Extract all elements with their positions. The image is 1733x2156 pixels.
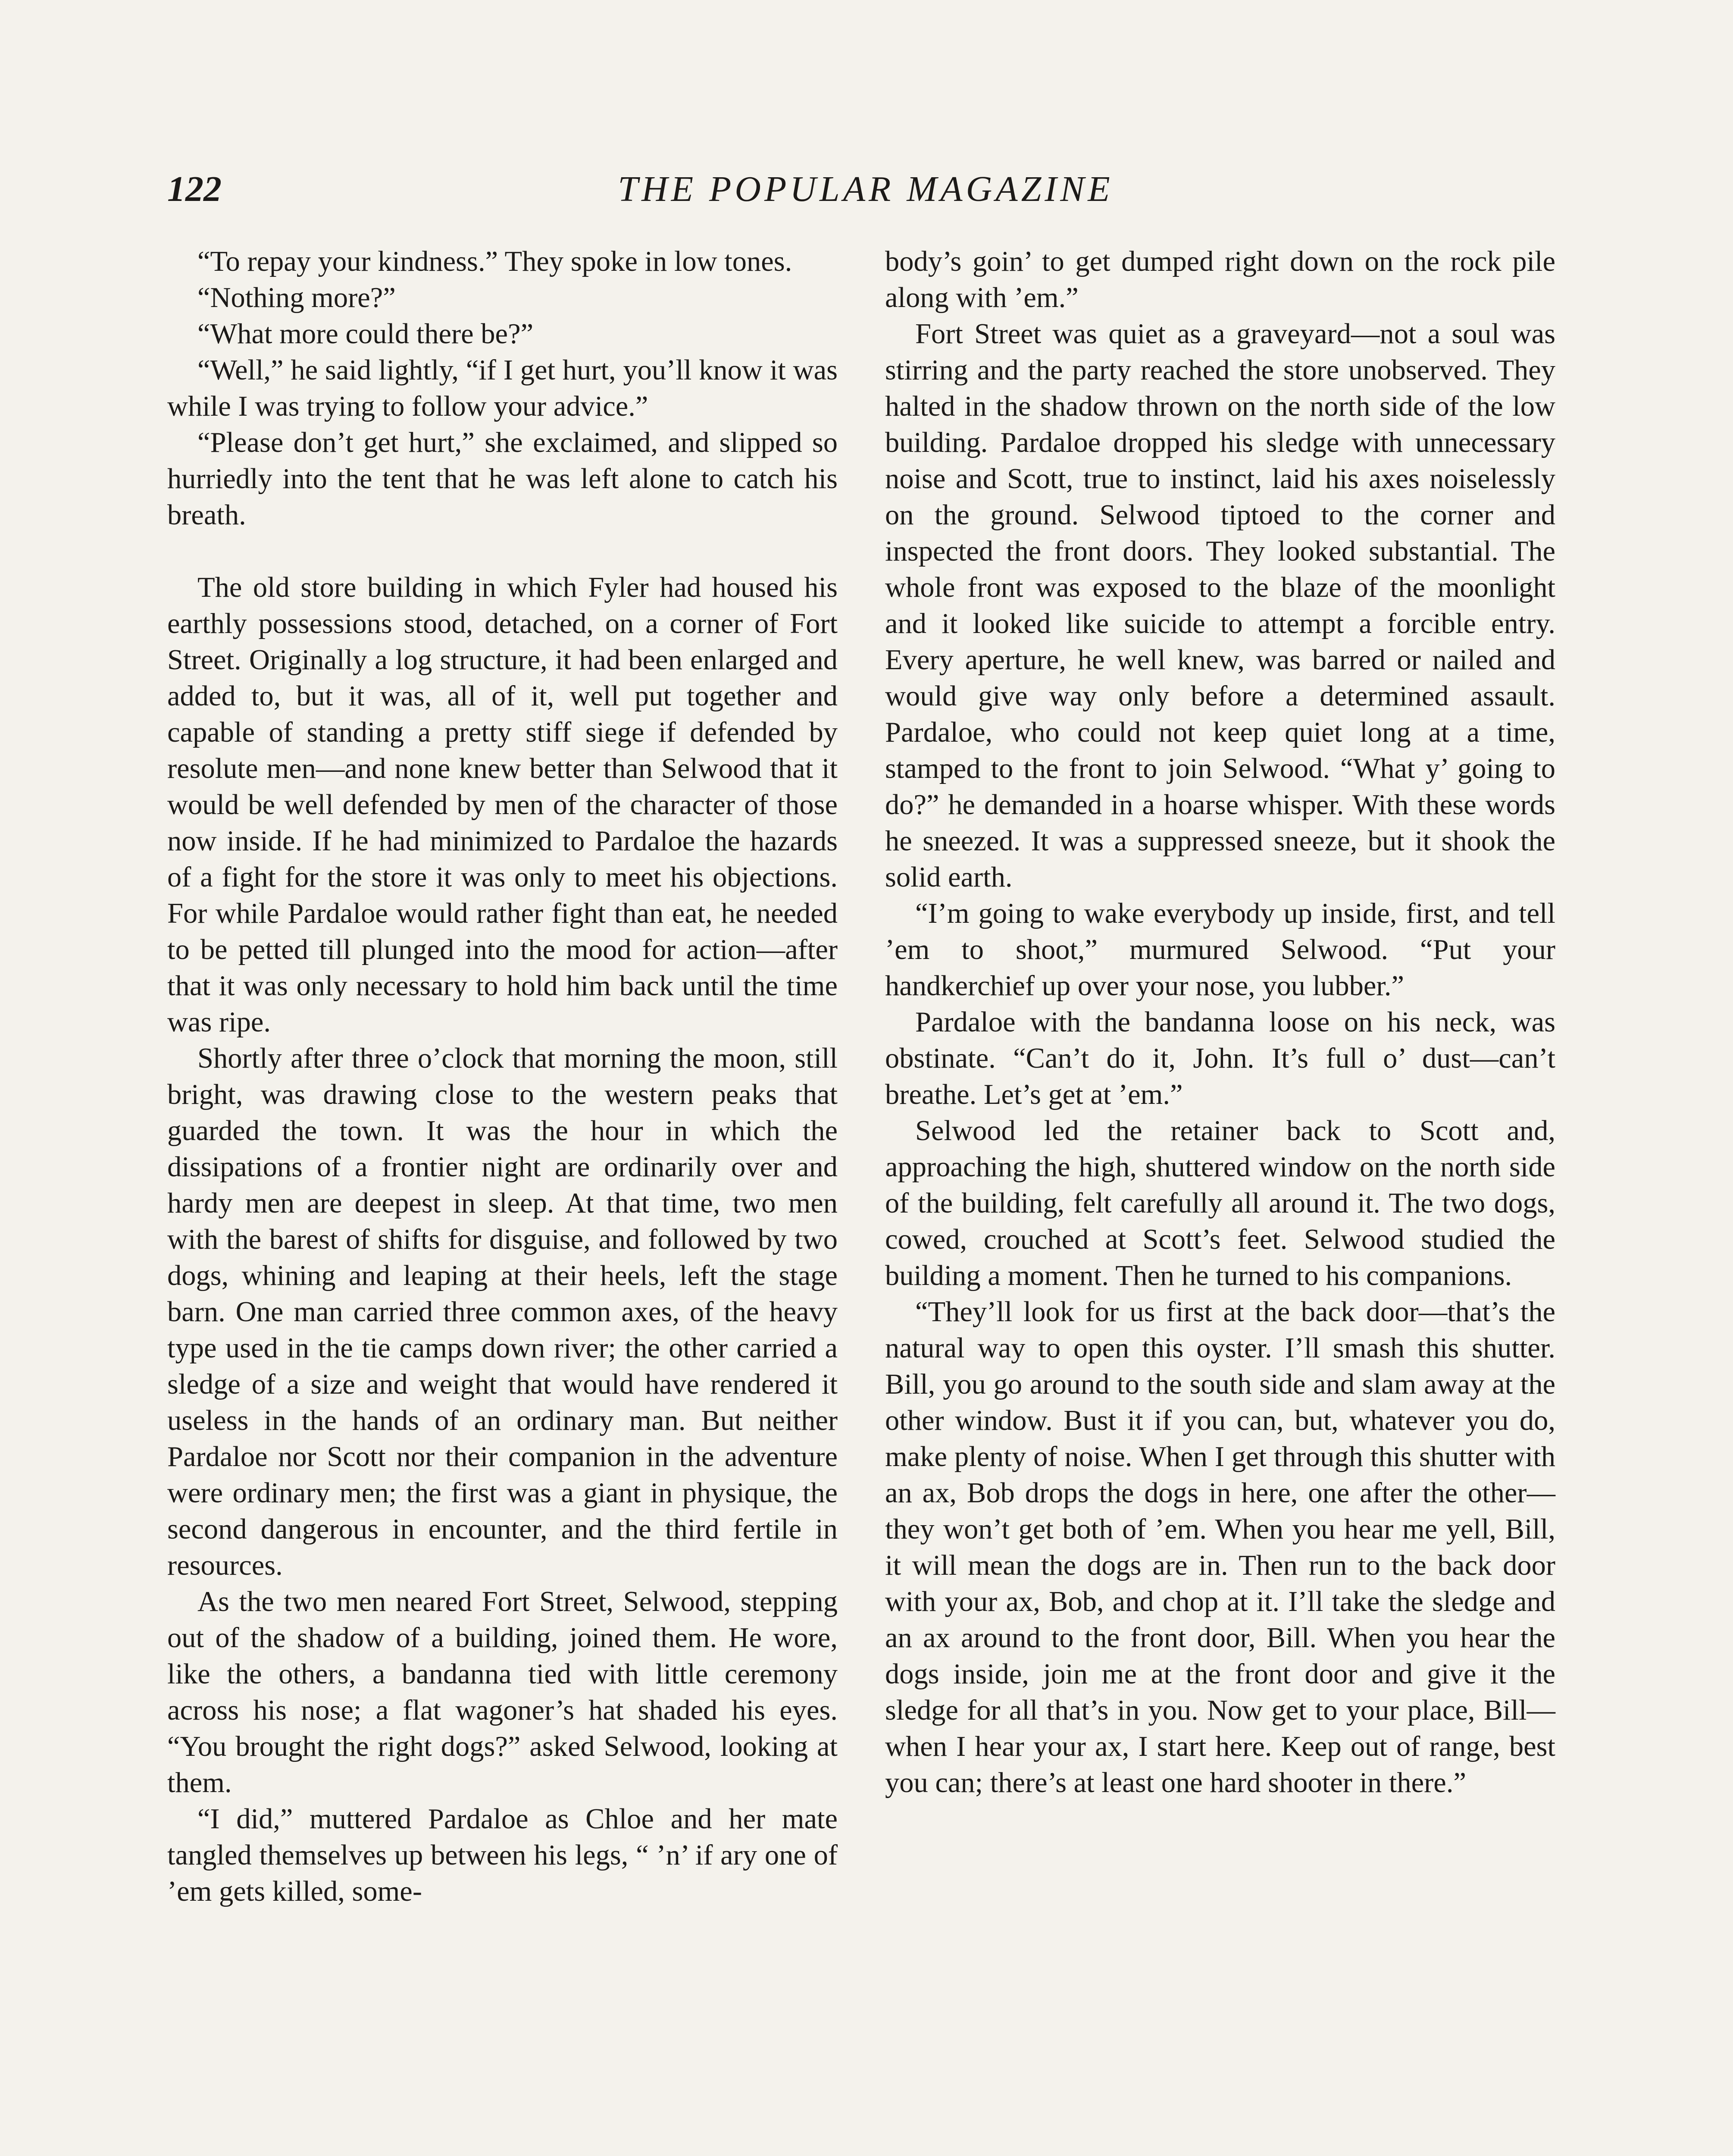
paragraph: “I did,” muttered Pardaloe as Chloe and her mate tangled themselves up between his legs, “ ’n’ if ary one of ’em gets killed, some- bbox=[167, 1803, 838, 1907]
paragraph: “To repay your kindness.” They spoke in low tones. bbox=[197, 246, 792, 277]
paragraph: “Please don’t get hurt,” she exclaimed, and slipped so hurriedly into the tent that he was left alone to catch his breath. bbox=[167, 427, 838, 531]
paragraph: body’s goin’ to get dumped right down on the rock pile along with ’em.” bbox=[885, 246, 1555, 313]
paragraph: Pardaloe with the bandanna loose on his neck, was obstinate. “Can’t do it, John. It’s full o’ dust—can’t breathe. Let’s get at ’em.” bbox=[885, 1006, 1555, 1110]
left-column bbox=[167, 244, 838, 1910]
paragraph: Shortly after three o’clock that morning the moon, still bright, was drawing close to the western peaks that guarded the town. It was the hour in which the dissipations of a frontier night are ordinarily over and hardy men are deepest in sleep. At that time, two men with the barest of shifts for disguise, and followed by two dogs, whining and leaping at their heels, left the stage barn. One man carried three common axes, of the heavy type used in the tie camps down river; the other carried a sledge of a size and weight that would have rendered it useless in the hands of an ordinary man. But neither Pardaloe nor Scott nor their companion in the adventure were ordinary men; the first was a giant in physique, the second dangerous in encounter, and the third fertile in resources. bbox=[167, 1043, 838, 1581]
page-header bbox=[167, 168, 1564, 216]
paragraph: “I’m going to wake everybody up inside, first, and tell ’em to shoot,” murmured Selwood. “Put your handkerchief up over your nose, you lubber.” bbox=[885, 898, 1555, 1002]
running-title: THE POPULAR MAGAZINE bbox=[618, 169, 1114, 209]
right-column bbox=[885, 244, 1555, 1801]
paragraph: As the two men neared Fort Street, Selwood, stepping out of the shadow of a building, joined them. He wore, like the others, a bandanna tied with little ceremony across his nose; a flat wagoner’s hat shaded his eyes. “You brought the right dogs?” asked Selwood, looking at them. bbox=[167, 1586, 838, 1799]
paragraph: “Nothing more?” bbox=[197, 282, 396, 313]
paragraph: Selwood led the retainer back to Scott and, approaching the high, shuttered window on the north side of the building, felt carefully all around it. The two dogs, cowed, crouched at Scott’s feet. Selwood studied the building a moment. Then he turned to his companions. bbox=[885, 1115, 1555, 1291]
paragraph: Fort Street was quiet as a graveyard—not a soul was stirring and the party reached the store unobserved. They halted in the shadow thrown on the north side of the low building. Pardaloe dropped his sledge with unnecessary noise and Scott, true to instinct, laid his axes noiselessly on the ground. Selwood tiptoed to the corner and inspected the front doors. They looked substantial. The whole front was exposed to the blaze of the moonlight and it looked like suicide to attempt a forcible entry. Every aperture, he well knew, was barred or nailed and would give way only before a determined assault. Pardaloe, who could not keep quiet long at a time, stamped to the front to join Selwood. “What y’ going to do?” he demanded in a hoarse whisper. With these words he sneezed. It was a suppressed sneeze, but it shook the solid earth. bbox=[885, 318, 1555, 893]
paragraph: “Well,” he said lightly, “if I get hurt, you’ll know it was while I was trying to follow your advice.” bbox=[167, 354, 838, 422]
paragraph: “They’ll look for us first at the back door—that’s the natural way to open this oyster. I’ll smash this shutter. Bill, you go around to the south side and slam away at the other window. Bust it if you can, but, whatever you do, make plenty of noise. When I get through this shutter with an ax, Bob drops the dogs in here, one after the other—they won’t get both of ’em. When you hear me yell, Bill, it will mean the dogs are in. Then run to the back door with your ax, Bob, and chop at it. I’ll take the sledge and an ax around to the front door, Bill. When you hear the dogs inside, join me at the front door and give it the sledge for all that’s in you. Now get to your place, Bill—when I hear your ax, I start here. Keep out of range, best you can; there’s at least one hard shooter in there.” bbox=[885, 1296, 1555, 1799]
paragraph: The old store building in which Fyler had housed his earthly possessions stood, detached, on a corner of Fort Street. Originally a log structure, it had been enlarged and added to, but it was, all of it, well put together and capable of standing a pretty stiff siege if defended by resolute men—and none knew better than Selwood that it would be well defended by men of the character of those now inside. If he had minimized to Pardaloe the hazards of a fight for the store it was only to meet his objections. For while Pardaloe would rather fight than eat, he needed to be petted till plunged into the mood for action—after that it was only necessary to hold him back until the time was ripe. bbox=[167, 572, 838, 1038]
paragraph: “What more could there be?” bbox=[197, 318, 534, 350]
page-number: 122 bbox=[167, 169, 222, 209]
